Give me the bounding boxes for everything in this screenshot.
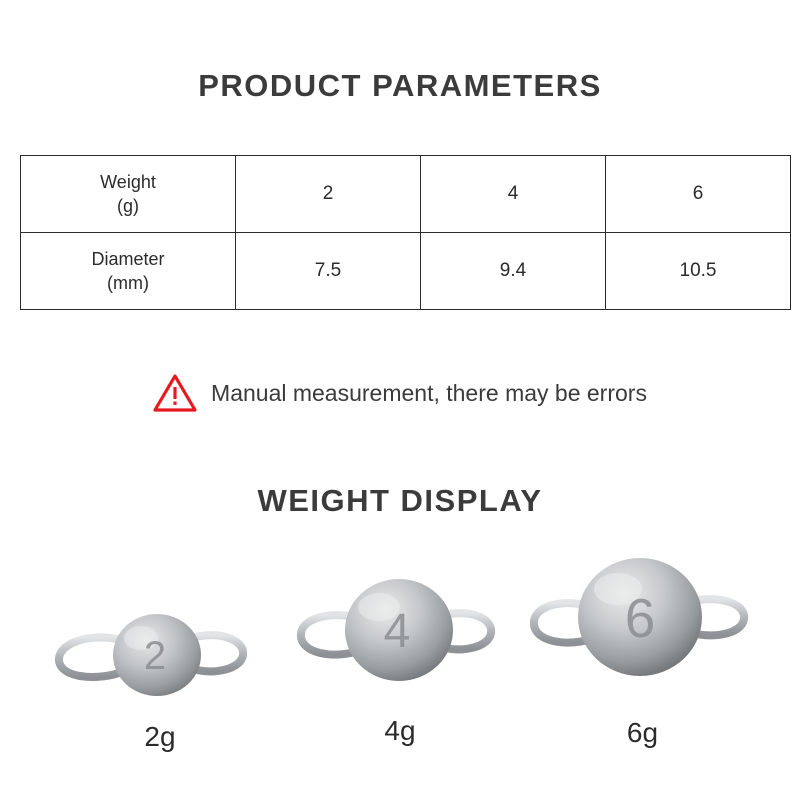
- weight-display-gallery: [0, 545, 800, 765]
- sinker-stamp-6: 6: [624, 587, 656, 649]
- measurement-note-text: Manual measurement, there may be errors: [211, 379, 647, 406]
- weight-caption-4g: 4g: [384, 715, 416, 746]
- weight-caption-6g: 6g: [626, 717, 659, 748]
- weight-value-2: 4: [421, 156, 606, 233]
- page-title-weight-display: WEIGHT DISPLAY: [257, 483, 543, 518]
- weight-value-3: 6: [606, 156, 791, 233]
- warning-triangle-icon: [153, 373, 197, 413]
- diameter-value-2: 9.4: [421, 233, 606, 310]
- sinker-image-6g: [520, 545, 765, 695]
- weight-item-2g: [45, 593, 275, 753]
- product-parameters-table: [20, 155, 791, 310]
- row-label-weight-unit: (g): [117, 196, 139, 216]
- table-row: [21, 156, 791, 233]
- measurement-note: [0, 373, 800, 413]
- row-label-diameter-unit: (mm): [107, 273, 149, 293]
- page-title-product-parameters: PRODUCT PARAMETERS: [198, 68, 602, 103]
- weight-item-4g: [285, 565, 515, 747]
- row-label-diameter-main: Diameter: [91, 248, 165, 269]
- table-row: [21, 233, 791, 310]
- sinker-stamp-4: 4: [383, 605, 411, 658]
- weight-item-6g: [520, 545, 765, 749]
- sinker-image-2g: [45, 593, 275, 703]
- weight-value-1: 2: [236, 156, 421, 233]
- row-label-diameter: [21, 233, 236, 310]
- diameter-value-1: 7.5: [236, 233, 421, 310]
- sinker-stamp-2: 2: [143, 634, 167, 678]
- sinker-image-4g: [285, 565, 515, 695]
- row-label-weight: [21, 156, 236, 233]
- row-label-weight-main: Weight: [100, 171, 156, 192]
- diameter-value-3: 10.5: [606, 233, 791, 310]
- weight-caption-2g: 2g: [144, 721, 176, 752]
